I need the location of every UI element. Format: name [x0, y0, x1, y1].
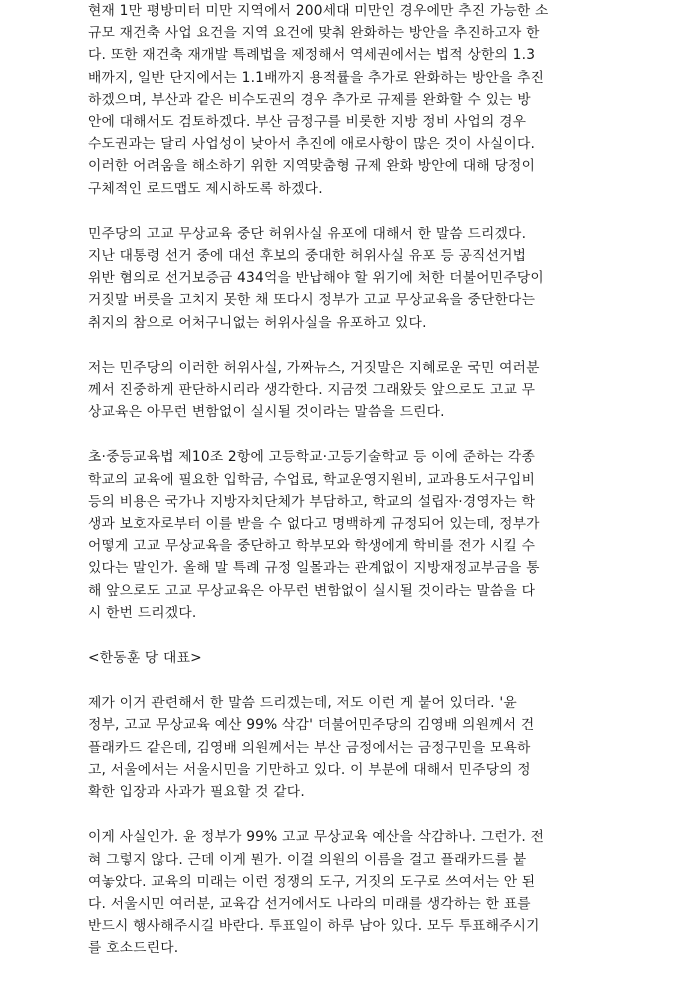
speaker-heading: <한동훈 당 대표> — [88, 650, 202, 667]
paragraph-false-claim: 민주당의 고교 무상교육 중단 허위사실 유포에 대해서 한 말씀 드리겠다. 지난 대통령 선거 중에 대선 후보의 중대한 허위사실 유포 등 공직선거법 위반 혐의로 선거보증금 434억을 반납해야 할 위기에 처한 더불어민주당이 거짓말 버릇을 고치지 못한 채 또다시 정부가 고교 무상교육을 중단한다는 취지의 참으로 어처구니없는 허위사실을 유포하고 있다. — [88, 225, 544, 331]
paragraph-education-law: 초·중등교육법 제10조 2항에 고등학교·고등기술학교 등 이에 준하는 각종 학교의 교육에 필요한 입학금, 수업료, 학교운영지원비, 교과용도서구입비 등의 비용은 국가나 지방자치단체가 부담하고, 학교의 설립자·경영자는 학 생과 보호자로부터 이를 받을 수 없다고 명백하게 규정되어 있는데, 정부가 어떻게 고교 무상교육을 중단하고 학부모와 학생에게 학비를 전가 시킬 수 있다는 말인가. 올해 말 특례 규정 일몰과는 관계없이 지방재정교부금을 통 해 앞으로도 고교 무상교육은 아무런 변함없이 실시될 것이라는 말씀을 다 시 한번 드리겠다. — [88, 449, 540, 621]
paragraph-redevelopment: 현재 1만 평방미터 미만 지역에서 200세대 미만인 경우에만 추진 가능한 소 규모 재건축 사업 요건을 지역 요건에 맞춰 완화하는 방안을 추진하고자 한 다. 또한 재건축 재개발 특례법을 제정해서 역세권에서는 법적 상한의 1.3 배까지, 일반 단지에서는 1.1배까지 용적률을 추가로 완화하는 방안을 추진 하겠으며, 부산과 같은 비수도권의 경우 추가로 규제를 완화할 수 있는 방 안에 대해서도 검토하겠다. 부산 금정구를 비롯한 지방 정비 사업의 경우 수도권과는 달리 사업성이 낮아서 추진에 애로사항이 많은 것이 사실이다. 이러한 어려움을 해소하기 위한 지역맞춤형 규제 완화 방안에 대해 당정이 구체적인 로드맵도 제시하도록 하겠다. — [88, 3, 549, 197]
paragraph-appeal: 이게 사실인가. 윤 정부가 99% 고교 무상교육 예산을 삭감하나. 그런가. 전 혀 그렇지 않다. 근데 이게 뭔가. 이걸 의원의 이름을 걸고 플래카드를 붙 여놓았다. 교육의 미래는 이런 정쟁의 도구, 거짓의 도구로 쓰여서는 안 된 다. 서울시민 여러분, 교육감 선거에서도 나라의 미래를 생각하는 한 표를 반드시 행사해주시길 바란다. 투표일이 하루 남아 있다. 모두 투표해주시기 를 호소드린다. — [88, 829, 545, 957]
document-page — [88, 0, 618, 983]
paragraph-fake-news: 저는 민주당의 이러한 허위사실, 가짜뉴스, 거짓말은 지혜로운 국민 여러분 께서 진중하게 판단하시리라 생각한다. 지금껏 그래왔듯 앞으로도 고교 무 상교육은 아무런 변함없이 실시될 것이라는 말씀을 드린다. — [88, 359, 540, 421]
paragraph-placard: 제가 이거 관련해서 한 말씀 드리겠는데, 저도 이런 게 붙어 있더라. '윤 정부, 고교 무상교육 예산 99% 삭감' 더불어민주당의 김영배 의원께서 건 플래카드 같은데, 김영배 의원께서는 부산 금정에서는 금정구민을 모욕하 고, 서울에서는 서울시민을 기만하고 있다. 이 부분에 대해서 민주당의 정 확한 입장과 사과가 필요할 것 같다. — [88, 695, 535, 801]
